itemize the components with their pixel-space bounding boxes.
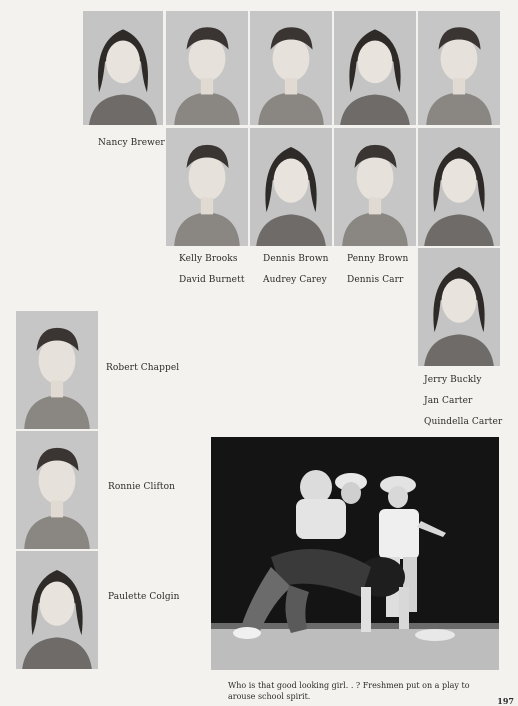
name-nancy-brewer: Nancy Brewer	[98, 138, 165, 148]
portrait-top-row-2	[166, 11, 248, 125]
page-number: 197	[497, 696, 514, 706]
portrait-paulette-colgin	[16, 551, 98, 669]
name-dennis-brown: Dennis Brown	[263, 254, 329, 264]
portrait-second-row-4	[418, 128, 500, 246]
name-robert-chappel: Robert Chappel	[106, 363, 180, 373]
portrait-top-row-3	[250, 11, 332, 125]
name-david-burnett: David Burnett	[179, 275, 245, 285]
candid-play-photo	[211, 437, 499, 670]
portrait-dennis-brown	[250, 128, 332, 246]
name-paulette-colgin: Paulette Colgin	[108, 592, 180, 602]
name-dennis-carr: Dennis Carr	[347, 275, 404, 285]
portrait-robert-chappel	[16, 311, 98, 429]
portrait-right-column	[418, 248, 500, 366]
portrait-ronnie-clifton	[16, 431, 98, 549]
photo-caption	[228, 680, 498, 702]
name-audrey-carey: Audrey Carey	[263, 275, 327, 285]
name-ronnie-clifton: Ronnie Clifton	[108, 482, 176, 492]
name-quindella-carter: Quindella Carter	[424, 417, 503, 427]
portrait-nancy-brewer	[83, 11, 163, 125]
caption-line-2: arouse school spirit.	[228, 692, 311, 701]
name-jerry-buckly: Jerry Buckly	[424, 375, 482, 385]
name-kelly-brooks: Kelly Brooks	[179, 254, 238, 264]
portrait-top-row-5	[418, 11, 500, 125]
caption-line-1: Who is that good looking girl. . ? Freshmen put on a play to	[228, 681, 470, 690]
name-penny-brown: Penny Brown	[347, 254, 409, 264]
portrait-penny-brown	[334, 128, 416, 246]
name-jan-carter: Jan Carter	[424, 396, 473, 406]
portrait-top-row-4	[334, 11, 416, 125]
portrait-kelly-brooks	[166, 128, 248, 246]
